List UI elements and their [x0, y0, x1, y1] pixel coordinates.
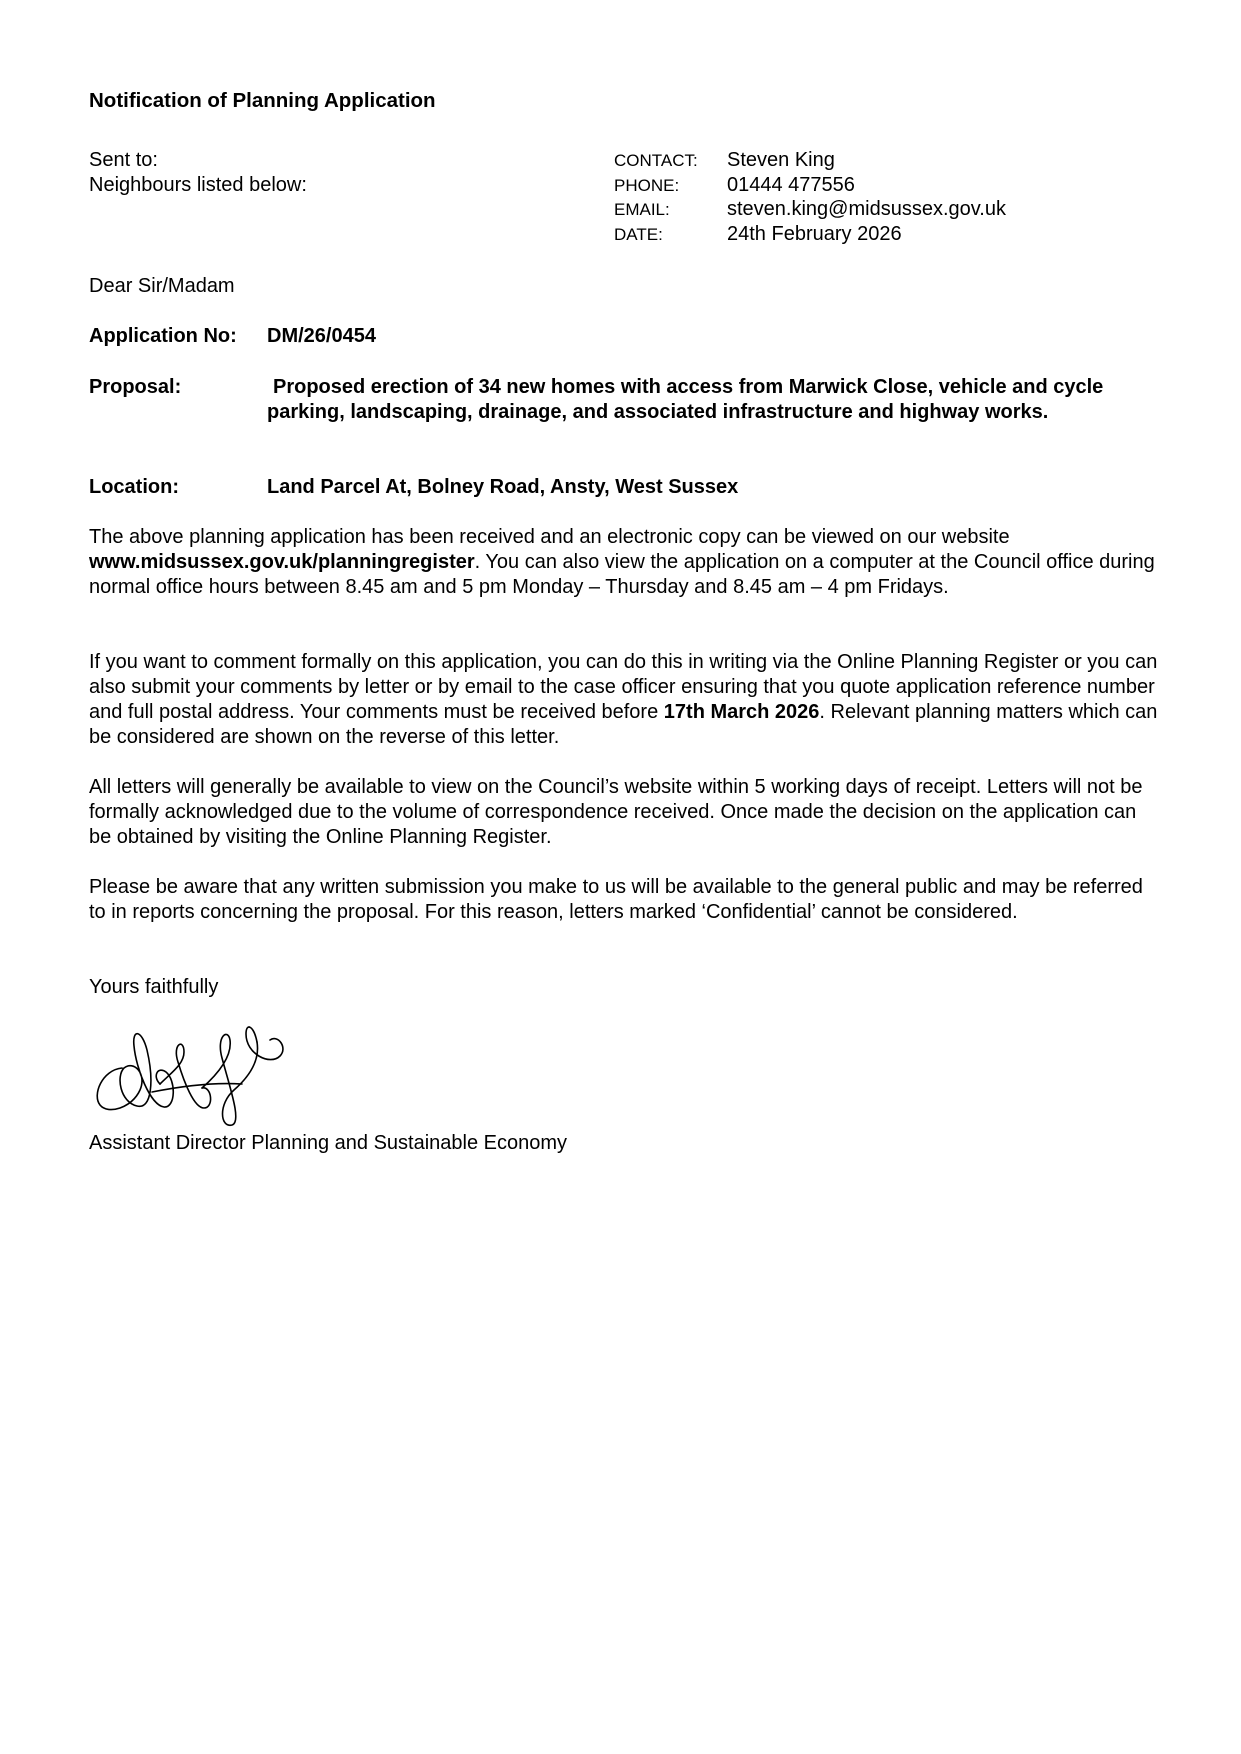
date-row: [614, 222, 1006, 247]
location-field: [89, 475, 1149, 500]
paragraph-comments: [89, 650, 1164, 750]
paragraph-text: . Relevant planning matters which can be considered are shown on the reverse of this letter.: [89, 701, 1158, 748]
paragraph-text: The above planning application has been received and an electronic copy can be viewed on our website: [89, 526, 1010, 548]
application-number-label: Application No:: [89, 325, 237, 347]
phone-value: 01444 477556: [727, 173, 855, 196]
proposal-field: [89, 375, 1149, 425]
paragraph-text: If you want to comment formally on this application, you can do this in writing via the Online Planning Register or you can also submit your comments by letter or by email to the case officer ensuring that you quote application reference number and full postal address. Your comments must be received before: [89, 651, 1158, 723]
paragraph-confidential: Please be aware that any written submission you make to us will be available to the general public and may be referred to in reports concerning the proposal. For this reason, letters marked ‘Confidential’ cannot be considered.: [89, 876, 1143, 923]
proposal-label: Proposal:: [89, 376, 182, 398]
date-label: DATE:: [614, 224, 663, 244]
phone-label: PHONE:: [614, 175, 680, 195]
paragraph-text: . You can also view the application on a computer at the Council office during normal office hours between 8.45 am and 5 pm Monday – Thursday and 8.45 am – 4 pm Fridays.: [89, 551, 1155, 598]
recipient-block: [89, 148, 307, 198]
sign-off: Yours faithfully: [89, 976, 219, 998]
contact-row: [614, 148, 1006, 173]
paragraph-letters: All letters will generally be available to view on the Council’s website within 5 working days of receipt. Letters will not be formally acknowledged due to the volume of correspondence received. Once made the decision on the application can be obtained by visiting the Online Planning Register.: [89, 776, 1143, 848]
neighbours-label: Neighbours listed below:: [89, 174, 307, 196]
signature-image: [92, 1010, 292, 1130]
email-label: EMAIL:: [614, 200, 670, 219]
sent-to-label: Sent to:: [89, 149, 158, 171]
deadline-date: 17th March 2026: [663, 701, 820, 723]
email-value[interactable]: steven.king@midsussex.gov.uk: [727, 198, 1006, 220]
page-title: Notification of Planning Application: [89, 89, 436, 112]
phone-row: [614, 173, 1006, 198]
contact-details: [614, 148, 1006, 246]
location-label: Location:: [89, 476, 179, 498]
date-value: 24th February 2026: [727, 222, 902, 245]
email-row: [614, 197, 1006, 222]
application-number-value: DM/26/0454: [267, 325, 376, 347]
application-number-field: [89, 324, 1149, 349]
contact-label: CONTACT:: [614, 151, 698, 170]
signer-title: Assistant Director Planning and Sustainable Economy: [89, 1132, 568, 1154]
proposal-value: Proposed erection of 34 new homes with access from Marwick Close, vehicle and cycle parking, landscaping, drainage, and associated infrastructure and highway works.: [267, 376, 1104, 423]
greeting: Dear Sir/Madam: [89, 275, 235, 297]
contact-name: Steven King: [727, 149, 835, 171]
planning-register-link[interactable]: www.midsussex.gov.uk/planningregister: [89, 551, 475, 573]
location-value: Land Parcel At, Bolney Road, Ansty, West Sussex: [267, 476, 739, 498]
paragraph-viewing: [89, 525, 1164, 600]
